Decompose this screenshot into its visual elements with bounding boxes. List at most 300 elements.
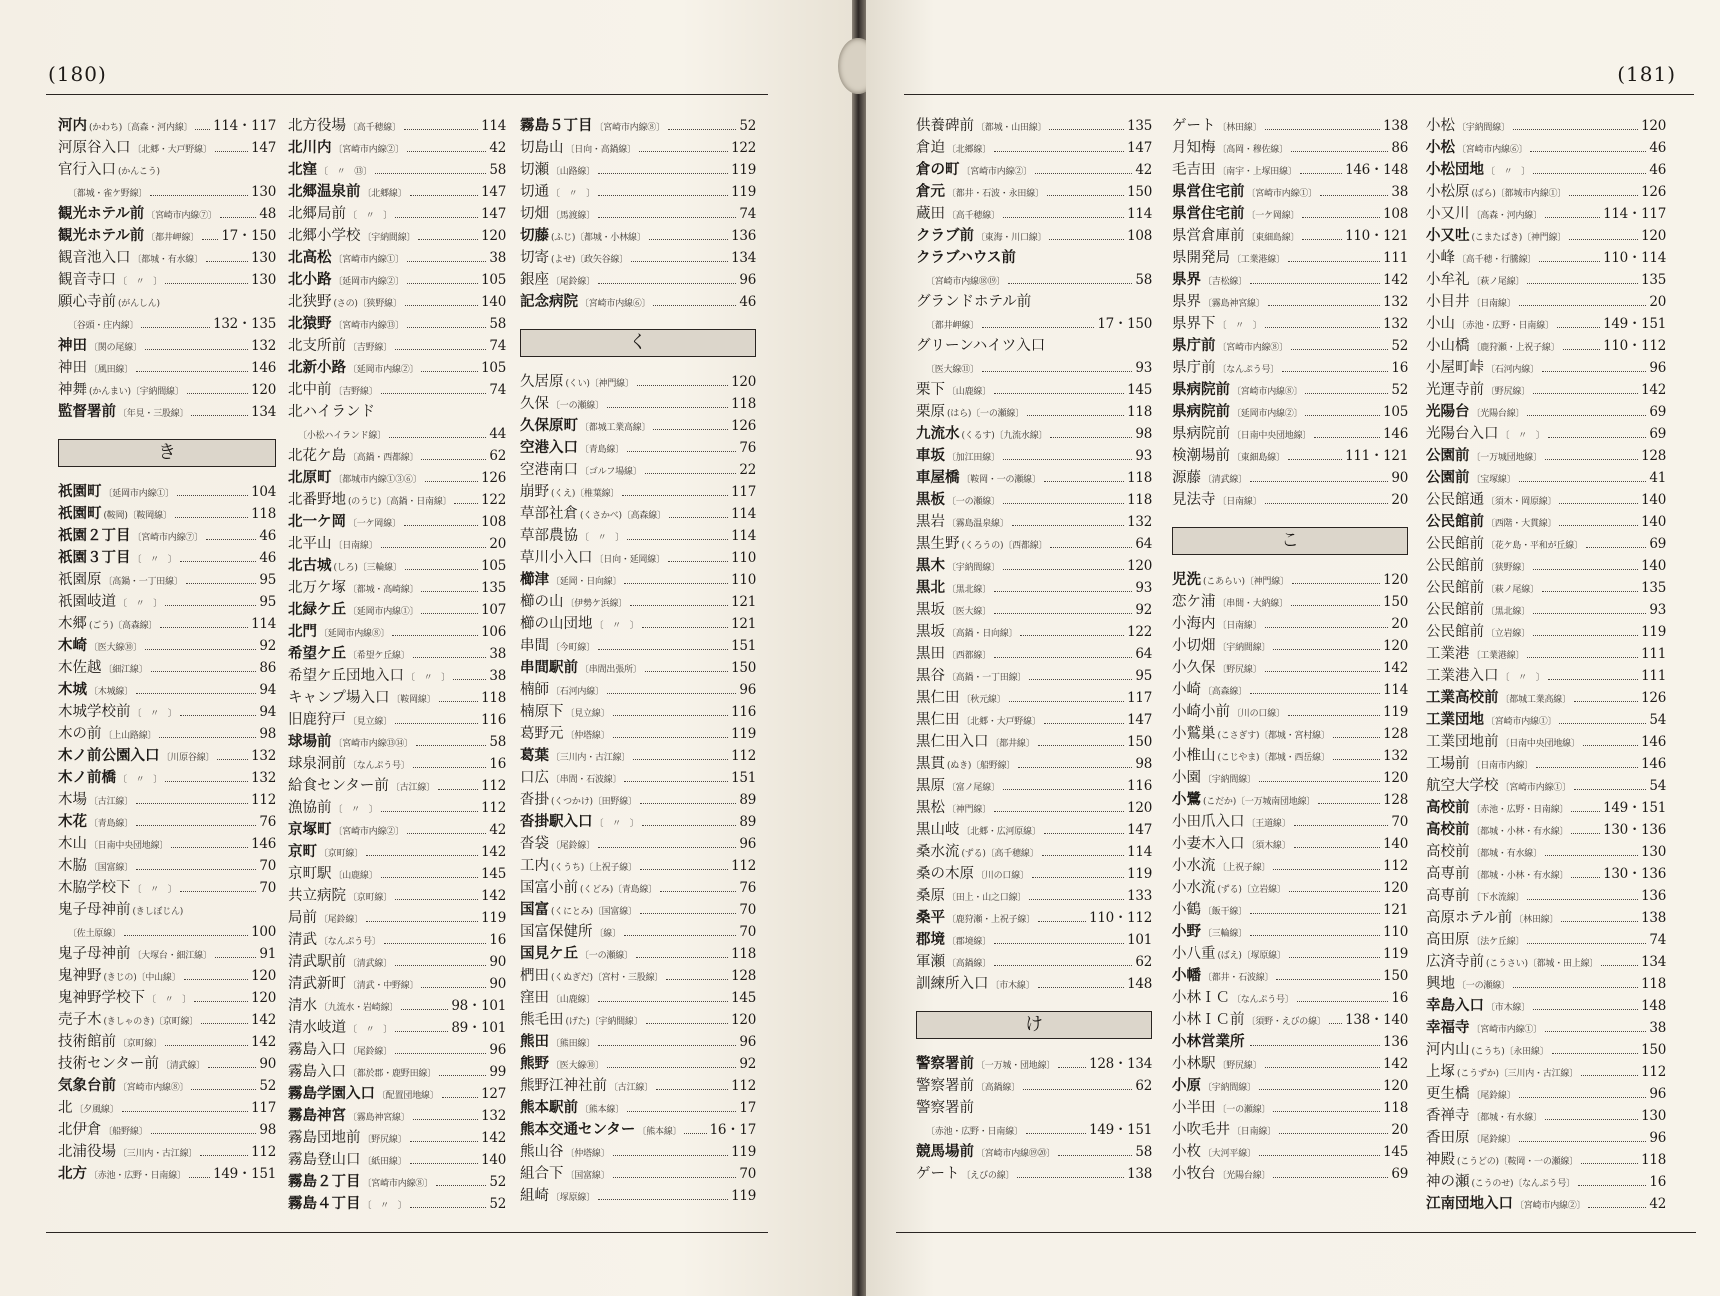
index-entry: [1172, 811, 1408, 833]
stop-name: 祇園２丁目: [58, 528, 131, 544]
dot-leader: [1288, 459, 1342, 460]
page-reference: 17・150: [221, 228, 276, 244]
route-reading: 〔都城・小林・有水線〕: [1471, 827, 1569, 837]
index-entry: [58, 1141, 276, 1163]
route-reading: 〔市木線〕: [1486, 1003, 1531, 1013]
page-reference: 92: [259, 638, 276, 654]
index-entry: [58, 1163, 276, 1185]
index-entry: [520, 767, 756, 789]
page-reference: 119: [731, 726, 756, 742]
stop-name: 銀座: [520, 272, 549, 288]
stop-name: 小鷺: [1172, 792, 1201, 808]
page-reference: 117: [1127, 690, 1152, 706]
index-entry: [1172, 943, 1408, 965]
dot-leader: [1265, 1067, 1381, 1068]
stop-name: 黒木: [916, 558, 945, 574]
route-reading: 〔日南線〕: [1232, 1127, 1277, 1137]
dot-leader: [1574, 789, 1647, 790]
dot-leader: [1027, 415, 1124, 416]
stop-name: 蔵田: [916, 206, 945, 222]
route-reading: 〔都城市内線①③⑥〕: [333, 475, 422, 485]
index-entry: [1172, 137, 1408, 159]
stop-name: 警察署前: [916, 1078, 974, 1094]
index-entry: [916, 313, 1152, 335]
stop-name: 高校前: [1426, 822, 1470, 838]
page-reference: 128: [1383, 726, 1408, 742]
index-entry: [520, 1119, 756, 1141]
page-reference: 120: [1641, 118, 1666, 134]
stop-name: 組崎: [520, 1188, 549, 1204]
page-reference: 118: [481, 690, 506, 706]
page-reference: 122: [481, 492, 506, 508]
stop-name: 清水: [288, 998, 317, 1014]
stop-name: 小牧台: [1172, 1166, 1216, 1182]
route-reading: (こだか)〔一万城南団地線〕: [1203, 797, 1316, 807]
stop-name: 鬼神野学校下: [58, 990, 145, 1006]
index-entry: [520, 1031, 756, 1053]
page-reference: 126: [481, 470, 506, 486]
page-reference: 46: [739, 294, 756, 310]
index-entry: [1172, 591, 1408, 613]
index-entry: [288, 467, 506, 489]
page-reference: 90: [1391, 470, 1408, 486]
dot-leader: [1545, 855, 1638, 856]
route-reading: 〔東細島線〕: [1232, 453, 1285, 463]
page-reference: 95: [259, 594, 276, 610]
route-reading: 〔宮崎市内線⑬⑭〕: [333, 739, 413, 749]
page-reference: 150: [1383, 968, 1408, 984]
index-entry: [520, 393, 756, 415]
index-entry: [1172, 789, 1408, 811]
dot-leader: [392, 635, 478, 636]
route-reading: 〔延岡市内線②〕: [348, 365, 419, 375]
route-reading: 〔医大線⑩〕: [551, 1061, 604, 1071]
dot-leader: [1282, 371, 1388, 372]
stop-name: 観光ホテル前: [58, 228, 145, 244]
stop-name: 黒仁田入口: [916, 734, 989, 750]
page-reference: 116: [481, 712, 506, 728]
dot-leader: [1047, 195, 1124, 196]
stop-name: 小目井: [1426, 294, 1470, 310]
route-reading: 〔都於郡・鹿野田線〕: [348, 1069, 437, 1079]
stop-name: 観光ホテル前: [58, 206, 145, 222]
route-reading: 〔延岡・日向線〕: [551, 577, 622, 587]
index-entry: [1426, 775, 1666, 797]
index-entry: [916, 973, 1152, 995]
page-reference: 46: [259, 528, 276, 544]
route-reading: 〔市木線〕: [990, 981, 1035, 991]
page-reference: 120: [481, 228, 506, 244]
dot-leader: [202, 239, 218, 240]
route-reading: 〔宮崎市内線②〕: [333, 827, 404, 837]
stop-name: 香田原: [1426, 1130, 1470, 1146]
stop-name: 木の前: [58, 726, 102, 742]
stop-name: 願心寺前: [58, 294, 116, 310]
stop-name: 熊毛田: [520, 1012, 564, 1028]
dot-leader: [401, 1009, 448, 1010]
route-reading: 〔宇納間線〕: [1203, 1083, 1256, 1093]
route-reading: (くえ)〔椎葉線〕: [551, 489, 620, 499]
stop-name: 黒田: [916, 646, 945, 662]
route-reading: 〔京町線〕: [118, 1039, 163, 1049]
dot-leader: [1058, 1067, 1086, 1068]
dot-leader: [1527, 899, 1638, 900]
index-entry: [916, 907, 1152, 929]
route-reading: (ばえ)〔塚原線〕: [1217, 951, 1286, 961]
index-entry: [520, 1185, 756, 1207]
stop-name: 木花: [58, 814, 87, 830]
dot-leader: [1003, 217, 1124, 218]
index-entry: [916, 621, 1152, 643]
route-reading: 〔霧島神宮線〕: [1203, 299, 1265, 309]
index-entry: [288, 291, 506, 313]
stop-name: 黒北: [916, 580, 945, 596]
dot-leader: [171, 847, 248, 848]
stop-name: 北ハイランド: [288, 404, 375, 420]
dot-leader: [1302, 239, 1342, 240]
stop-name: 葛葉: [520, 748, 549, 764]
page-reference: 42: [489, 822, 506, 838]
dot-leader: [1574, 701, 1638, 702]
page-reference: 127: [481, 1086, 506, 1102]
stop-name: 祇園原: [58, 572, 102, 588]
route-reading: 〔尾鈴線〕: [551, 277, 596, 287]
stop-name: 気象台前: [58, 1078, 116, 1094]
page-reference: 149・151: [1603, 800, 1666, 816]
stop-name: 木山: [58, 836, 87, 852]
route-reading: 〔 〃 〕: [118, 599, 163, 609]
dot-leader: [1273, 1177, 1388, 1178]
index-entry: [916, 753, 1152, 775]
stop-name: 小林営業所: [1172, 1034, 1245, 1050]
page-reference: 90: [489, 976, 506, 992]
page-reference: 116: [1127, 778, 1152, 794]
index-entry: [58, 679, 276, 701]
index-entry: [916, 687, 1152, 709]
page-reference: 138: [1127, 1166, 1152, 1182]
route-reading: 〔郡境線〕: [947, 937, 992, 947]
stop-name: 祇園町: [58, 484, 102, 500]
route-reading: 〔小松ハイランド線〕: [298, 431, 387, 441]
page-reference: 38: [489, 646, 506, 662]
index-entry: [1172, 1163, 1408, 1185]
route-reading: 〔都井岬線〕: [146, 233, 200, 243]
index-entry: [916, 819, 1152, 841]
page-reference: 120: [251, 382, 276, 398]
dot-leader: [627, 1111, 736, 1112]
route-reading: 〔川の口線〕: [1232, 709, 1285, 719]
stop-name: 工業港入口: [1426, 668, 1499, 684]
stop-name: 小半田: [1172, 1100, 1216, 1116]
stop-name: 光陽台入口: [1426, 426, 1499, 442]
index-entry: [58, 965, 276, 987]
stop-name: 黒岩: [916, 514, 945, 530]
route-reading: 〔細江線〕: [103, 665, 148, 675]
route-reading: 〔串間・石波線〕: [551, 775, 622, 785]
route-reading: 〔秋元線〕: [961, 695, 1006, 705]
route-reading: 〔山鹿線〕: [551, 995, 596, 1005]
index-entry: [916, 533, 1152, 555]
route-reading: 〔黒北線〕: [1486, 607, 1531, 617]
dot-leader: [642, 825, 737, 826]
index-entry: [916, 1075, 1152, 1097]
dot-leader: [410, 1141, 479, 1142]
route-reading: 〔今町線〕: [551, 643, 596, 653]
dot-leader: [684, 1133, 706, 1134]
page-reference: 44: [489, 426, 506, 442]
stop-name: 熊田: [520, 1034, 549, 1050]
index-entry: [1426, 621, 1666, 643]
stop-name: 北支所前: [288, 338, 346, 354]
dot-leader: [1038, 987, 1125, 988]
route-reading: 〔 〃 〕: [1217, 321, 1262, 331]
index-entry: [916, 467, 1152, 489]
index-entry: [916, 137, 1152, 159]
page-reference: 114: [1127, 206, 1152, 222]
page-reference: 119: [731, 162, 756, 178]
route-reading: 〔医大線⑩〕: [89, 643, 142, 653]
stop-name: 広済寺前: [1426, 954, 1484, 970]
dot-leader: [407, 327, 487, 328]
index-entry: [58, 115, 276, 137]
index-column-6: [1426, 115, 1666, 1215]
route-reading: 〔日南中央団地線〕: [89, 841, 169, 851]
route-reading: (くろうの)〔西都線〕: [961, 541, 1048, 551]
route-reading: 〔須木線〕: [1246, 841, 1291, 851]
page-reference: 112: [731, 1078, 756, 1094]
index-entry: [58, 1119, 276, 1141]
stop-name: 空港入口: [520, 440, 578, 456]
route-reading: (かんまい)〔宇納間線〕: [89, 387, 184, 397]
page-reference: 62: [1135, 1078, 1152, 1094]
index-entry: [1426, 115, 1666, 137]
page-reference: 145: [481, 866, 506, 882]
route-reading: (くぬぎだ)〔宮村・三股線〕: [551, 973, 664, 983]
route-reading: 〔宮崎市内線⑥〕: [580, 299, 651, 309]
dot-leader: [994, 965, 1132, 966]
index-entry: [916, 225, 1152, 247]
stop-name: 観音寺口: [58, 272, 116, 288]
dot-leader: [1578, 1185, 1646, 1186]
dot-leader: [1329, 1023, 1342, 1024]
page-reference: 149・151: [213, 1166, 276, 1182]
page-reference: 130: [1641, 1108, 1666, 1124]
route-reading: (こうさい)〔都城・田上線〕: [1486, 959, 1599, 969]
page-reference: 110: [731, 572, 756, 588]
stop-name: 北花ケ島: [288, 448, 346, 464]
dot-leader: [206, 261, 248, 262]
route-reading: 〔上祝子線〕: [1217, 863, 1271, 873]
index-entry: [520, 437, 756, 459]
page-reference: 134: [1641, 954, 1666, 970]
stop-name: 車屋橋: [916, 470, 960, 486]
index-entry: [916, 401, 1152, 423]
page-reference: 110・121: [1345, 228, 1408, 244]
route-reading: 〔宮崎市内線①〕: [1486, 717, 1557, 727]
dot-leader: [645, 671, 729, 672]
route-reading: 〔宮崎市内線①〕: [333, 255, 404, 265]
dot-leader: [389, 437, 486, 438]
index-entry: [916, 709, 1152, 731]
stop-name: 県病院前: [1172, 404, 1230, 420]
route-reading: 〔高森・河内線〕: [1471, 211, 1542, 221]
index-entry: [58, 613, 276, 635]
index-entry: [58, 855, 276, 877]
route-reading: 〔西階・大貫線〕: [1486, 519, 1557, 529]
page-reference: 74: [739, 206, 756, 222]
dot-leader: [607, 693, 737, 694]
index-entry: [1172, 115, 1408, 137]
page-reference: 86: [259, 660, 276, 676]
page-reference: 151: [731, 638, 756, 654]
route-reading: 〔三川内・古江線〕: [118, 1149, 198, 1159]
route-reading: 〔尾鈴線〕: [551, 841, 596, 851]
route-reading: 〔鞍岡・一の瀬線〕: [961, 475, 1041, 485]
dot-leader: [1017, 1177, 1124, 1178]
page-reference: 142: [1383, 1056, 1408, 1072]
stop-name: 熊野江神社前: [520, 1078, 607, 1094]
stop-name: 倉元: [916, 184, 945, 200]
dot-leader: [1561, 921, 1638, 922]
route-reading: 〔 〃 〕: [132, 555, 177, 565]
route-reading: 〔一万城・団地線〕: [976, 1061, 1056, 1071]
index-entry: [1426, 137, 1666, 159]
page-reference: 146: [251, 836, 276, 852]
dot-leader: [1250, 693, 1380, 694]
index-entry: [288, 181, 506, 203]
index-entry: [1426, 643, 1666, 665]
dot-leader: [1259, 781, 1380, 782]
index-entry: [520, 701, 756, 723]
index-entry: [916, 577, 1152, 599]
route-reading: 〔一の瀬線〕: [1217, 1105, 1271, 1115]
route-reading: 〔三川内・古江線〕: [551, 753, 631, 763]
route-reading: 〔古江線〕: [609, 1083, 654, 1093]
route-reading: 〔北郷・大戸野線〕: [132, 145, 212, 155]
stop-name: 河原谷入口: [58, 140, 131, 156]
dot-leader: [1297, 1001, 1389, 1002]
dot-leader: [624, 935, 737, 936]
page-reference: 138・140: [1345, 1012, 1408, 1028]
dot-leader: [669, 517, 728, 518]
page-reference: 114: [481, 118, 506, 134]
route-reading: 〔 〃 〕: [594, 819, 639, 829]
route-reading: (げた)〔宇納間線〕: [565, 1017, 643, 1027]
index-entry: [1172, 445, 1408, 467]
route-reading: 〔萩ノ尾線〕: [1486, 585, 1539, 595]
index-entry: [1426, 1193, 1666, 1215]
dot-leader: [165, 283, 248, 284]
stop-name: 小松団地: [1426, 162, 1484, 178]
stop-name: 軍瀬: [916, 954, 945, 970]
index-entry: [1172, 181, 1408, 203]
page-reference: 41: [1649, 470, 1666, 486]
route-reading: 〔延岡市内線⑧〕: [319, 629, 390, 639]
dot-leader: [186, 583, 257, 584]
page-reference: 96: [739, 836, 756, 852]
dot-leader: [666, 979, 728, 980]
page-reference: 132: [1383, 294, 1408, 310]
route-reading: 〔 〃 〕: [1500, 431, 1545, 441]
route-reading: 〔下水流線〕: [1471, 893, 1525, 903]
dot-leader: [656, 1089, 728, 1090]
bottom-rule: [896, 1232, 1696, 1233]
stop-name: 熊野: [520, 1056, 549, 1072]
stop-name: 霧島４丁目: [288, 1196, 361, 1212]
dot-leader: [1291, 605, 1380, 606]
route-reading: 〔延岡市内線①〕: [103, 489, 174, 499]
stop-name: 清水岐道: [288, 1020, 346, 1036]
route-reading: 〔大河平線〕: [1203, 1149, 1256, 1159]
dot-leader: [438, 789, 478, 790]
route-reading: (よせ)〔政矢谷線〕: [551, 255, 629, 265]
stop-name: 北狭野: [288, 294, 332, 310]
index-entry: [1426, 995, 1666, 1017]
page-reference: 132: [251, 748, 276, 764]
dot-leader: [994, 613, 1132, 614]
index-entry: [288, 1039, 506, 1061]
route-reading: 〔なんぷう号〕: [1232, 995, 1294, 1005]
index-entry: [520, 833, 756, 855]
index-entry: [58, 401, 276, 423]
stop-name: 組合下: [520, 1166, 564, 1182]
stop-name: 京塚町: [288, 822, 332, 838]
page-reference: 146・148: [1345, 162, 1408, 178]
stop-name: 久居原: [520, 374, 564, 390]
index-entry: [58, 877, 276, 899]
page-reference: 62: [1135, 954, 1152, 970]
index-entry: [916, 1141, 1152, 1163]
stop-name: 桑原: [916, 888, 945, 904]
stop-name: 国見ケ丘: [520, 946, 578, 962]
page-reference: 147: [1127, 712, 1152, 728]
route-reading: 〔大塚台・細江線〕: [132, 951, 212, 961]
page-reference: 54: [1649, 778, 1666, 794]
dot-leader: [1050, 437, 1132, 438]
dot-leader: [1536, 767, 1638, 768]
index-entry: [288, 863, 506, 885]
index-entry: [916, 335, 1152, 357]
stop-name: 県営住宅前: [1172, 206, 1245, 222]
page-reference: 148: [1641, 998, 1666, 1014]
stop-name: 技術館前: [58, 1034, 116, 1050]
route-reading: 〔宮崎市内線①〕: [1500, 783, 1571, 793]
route-reading: 〔都城・有水線〕: [1471, 849, 1542, 859]
index-entry: [58, 137, 276, 159]
dot-leader: [421, 987, 486, 988]
dot-leader: [1583, 745, 1638, 746]
top-rule: [46, 94, 768, 95]
stop-name: ゲート: [916, 1166, 960, 1182]
dot-leader: [1268, 305, 1381, 306]
stop-name: 訓練所入口: [916, 976, 989, 992]
index-entry: [1426, 819, 1666, 841]
page-reference: 20: [489, 536, 506, 552]
index-entry: [520, 1053, 756, 1075]
stop-name: 公民館通: [1426, 492, 1484, 508]
page-reference: 130・136: [1603, 822, 1666, 838]
dot-leader: [994, 811, 1124, 812]
dot-leader: [1265, 503, 1389, 504]
dot-leader: [624, 781, 728, 782]
stop-name: 黒仁田: [916, 690, 960, 706]
route-reading: 〔赤池・広野・日南線〕: [89, 1171, 186, 1181]
stop-name: 窪田: [520, 990, 549, 1006]
page-reference: 130: [251, 184, 276, 200]
index-entry: [288, 687, 506, 709]
route-reading: (きしぼじん): [132, 907, 184, 917]
index-entry: [1172, 1053, 1408, 1075]
